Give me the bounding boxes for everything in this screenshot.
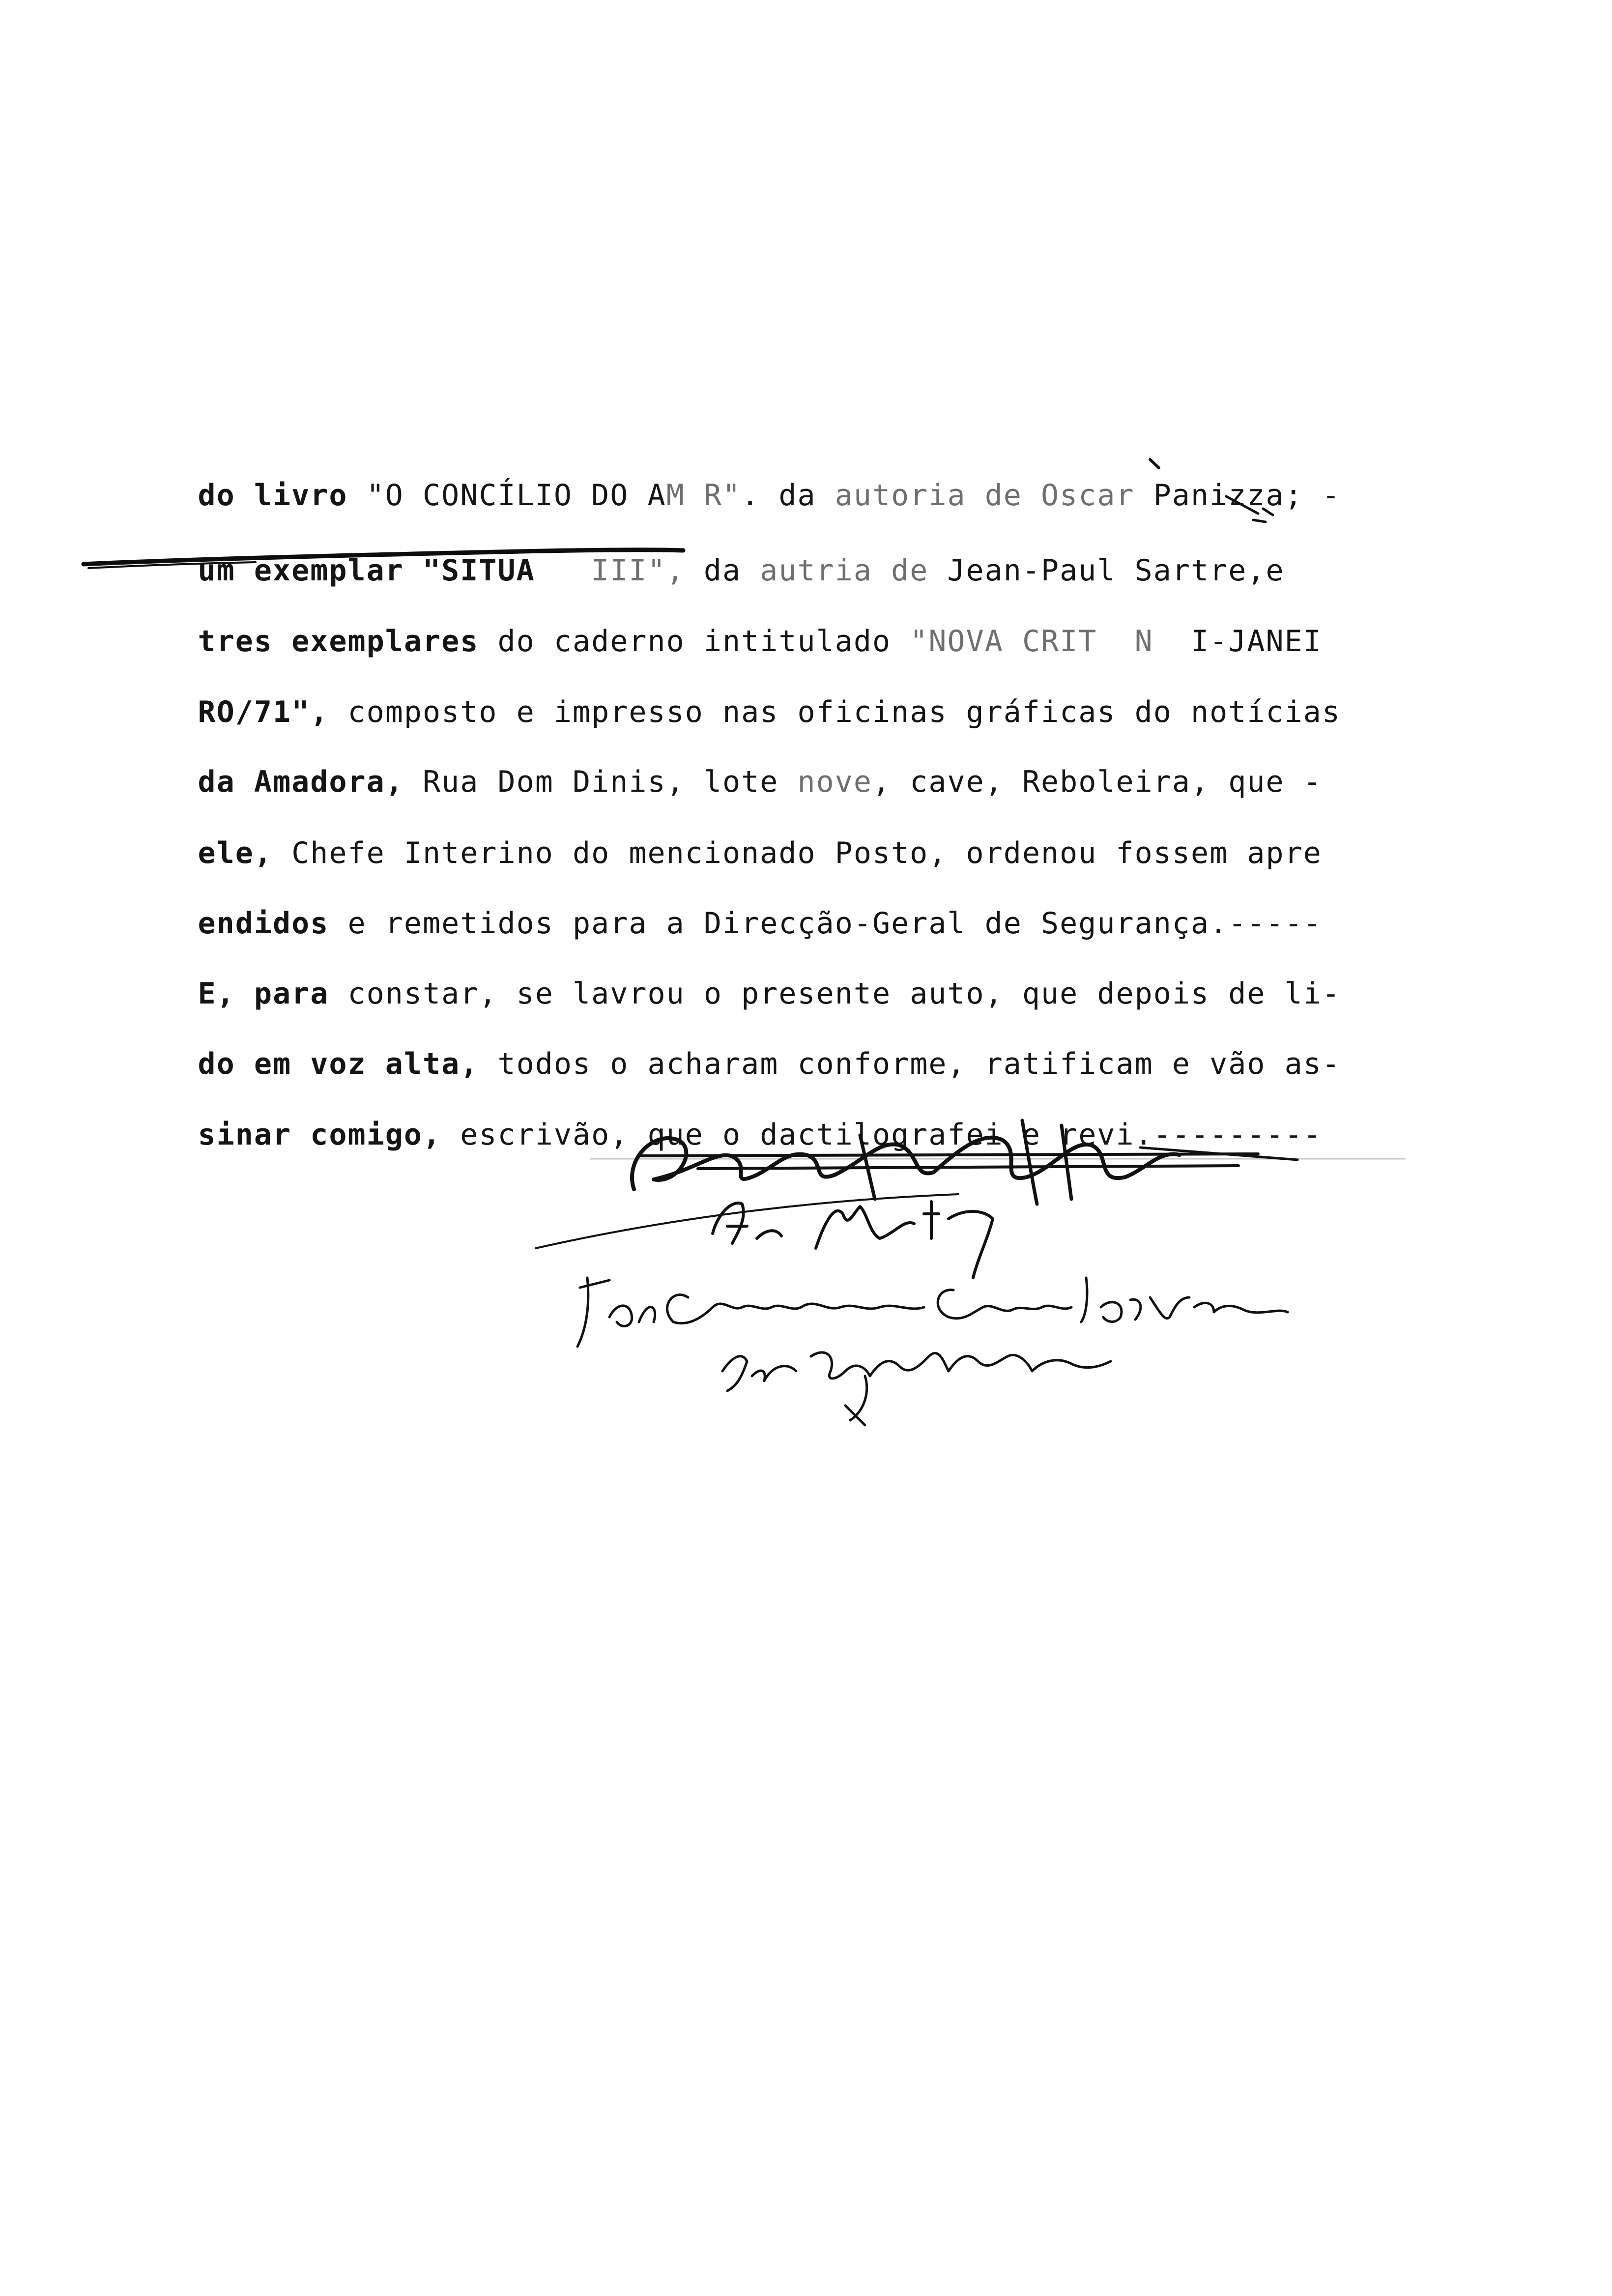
line-3-segment-1: tres exemplares	[198, 624, 479, 659]
line-1-segment-6: Panizza; -	[1153, 478, 1341, 513]
line-1-segment-1: do livro	[198, 478, 367, 513]
signature-2	[713, 1202, 993, 1278]
line-6-segment-2: Chefe Interino do mencionado Posto, ordenou fossem apre	[273, 836, 1322, 870]
line-5-segment-1: da Amadora,	[198, 765, 404, 799]
signature-1	[536, 1120, 1297, 1248]
line-5-segment-2: Rua Dom Dinis, lote	[403, 765, 798, 799]
line-1-segment-5: autoria de Oscar	[835, 478, 1153, 513]
signature-4	[722, 1352, 1111, 1425]
line-4-segment-2: composto e impresso nas oficinas gráficas do notícias	[329, 695, 1341, 729]
line-1-segment-4: . da	[741, 478, 835, 513]
line-10-segment-2: escrivão, que o dactilografei e revi.---------	[441, 1118, 1322, 1152]
line-8-segment-1: E, para	[198, 976, 329, 1011]
line-5-segment-4: , cave, Reboleira, que -	[872, 765, 1322, 799]
line-1-segment-3: M R"	[666, 478, 742, 513]
line-3-segment-3: "NOVA CRIT N	[910, 624, 1191, 659]
line-10-segment-1: sinar comigo,	[198, 1118, 442, 1152]
line-3-segment-2: do caderno intitulado	[479, 624, 910, 659]
signature-3	[577, 1278, 1288, 1347]
line-2-segment-1: um exemplar "SITUA	[198, 553, 535, 588]
line-6-segment-1: ele,	[198, 836, 273, 870]
line-3-segment-4: I-JANEI	[1191, 624, 1322, 659]
line-2-segment-3: da	[685, 553, 760, 588]
line-2-segment-4: autria de	[760, 553, 929, 588]
line-9-segment-1: do em voz alta,	[198, 1047, 479, 1081]
line-9-segment-2: todos o acharam conforme, ratificam e vão as-	[479, 1047, 1341, 1081]
ink-mark-1	[1150, 459, 1159, 468]
line-7-segment-1: endidos	[198, 906, 329, 941]
ink-underline	[84, 550, 683, 564]
line-5-segment-3: nove	[797, 765, 872, 799]
line-7-segment-2: e remetidos para a Direcção-Geral de Segurança.-----	[329, 906, 1322, 941]
line-1-segment-2: "O CONCÍLIO DO A	[366, 478, 666, 513]
line-2-segment-2: III",	[535, 553, 685, 588]
ink-mark-2	[1226, 496, 1273, 522]
line-4-segment-1: RO/71",	[198, 695, 329, 729]
line-2-segment-5: Jean-Paul Sartre,e	[928, 553, 1285, 588]
line-8-segment-2: constar, se lavrou o presente auto, que depois de li-	[329, 976, 1341, 1011]
